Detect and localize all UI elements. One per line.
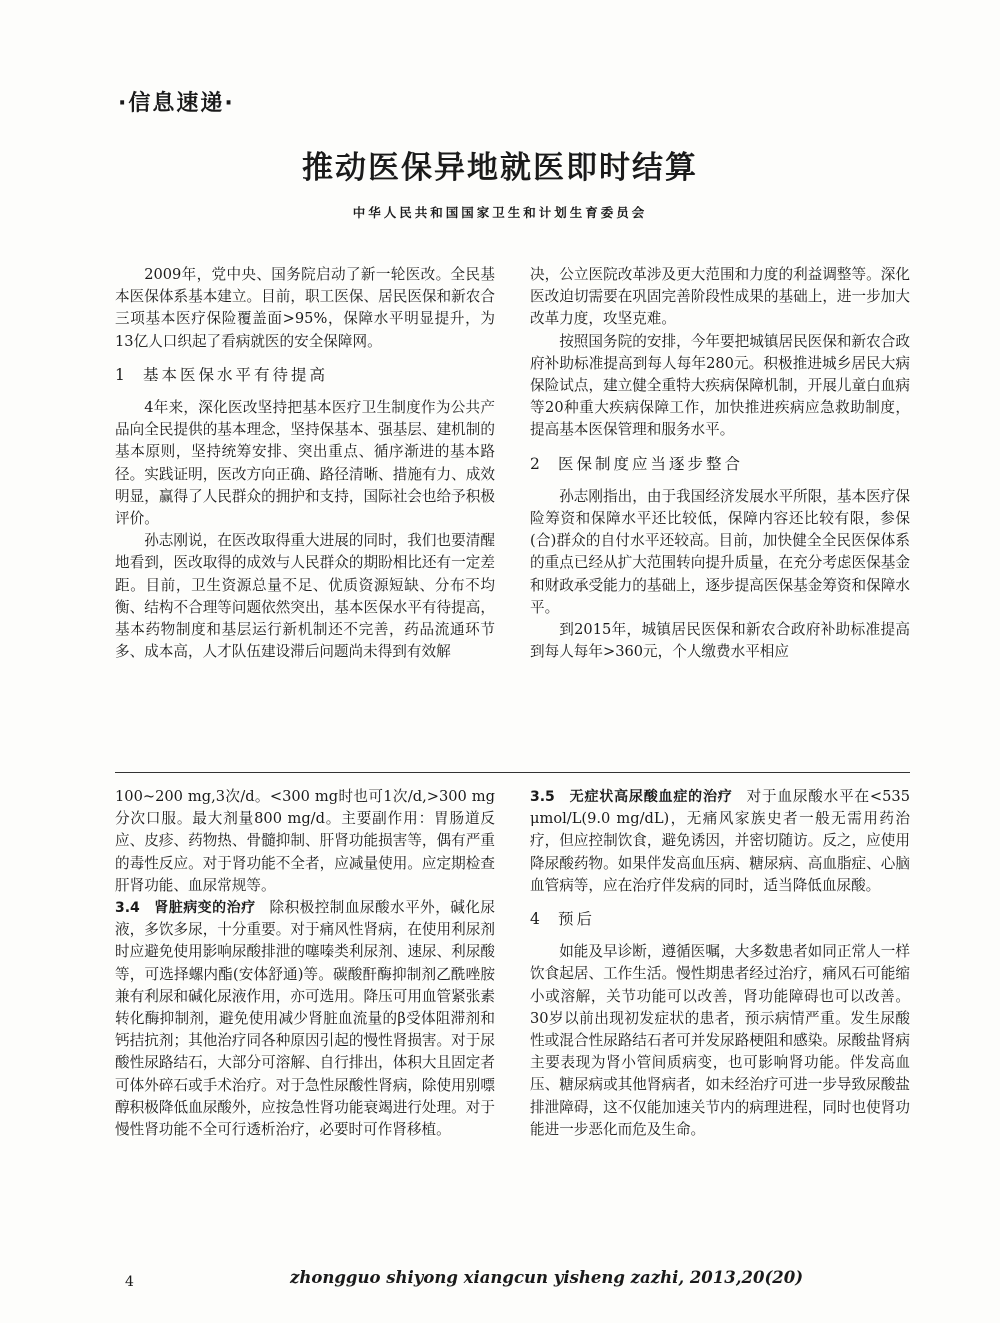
section-heading-4 xyxy=(530,908,910,930)
heading-text: 预后 xyxy=(558,910,596,929)
subsection-number: 3.5 xyxy=(530,789,555,805)
article-author: 中华人民共和国国家卫生和计划生育委员会 xyxy=(352,205,648,220)
bottom-right-column xyxy=(530,786,910,1141)
heading-number: 2 xyxy=(530,454,540,473)
heading-number: 1 xyxy=(115,365,125,384)
top-left-column xyxy=(115,264,495,663)
heading-text: 基本医保水平有待提高 xyxy=(143,365,329,384)
paragraph: 100~200 mg,3次/d。<300 mg时也可1次/d,>300 mg分次口服。最大剂量800 mg/d。主要副作用：胃肠道反应、皮疹、药物热、骨髓抑制、肝肾功能损害等，偶有严重的毒性反应。对于肾功能不全者，应减量使用。应定期检查肝肾功能、血尿常规等。 xyxy=(115,788,495,894)
subsection-text: 除积极控制血尿酸水平外，碱化尿液，多饮多尿，十分重要。对于痛风性肾病，在使用利尿剂时应避免使用影响尿酸排泄的噻嗪类利尿剂、速尿、利尿酸等，可选择螺内酯(安体舒通)等。碳酸酐酶抑制剂乙酰唑胺兼有利尿和碱化尿液作用，亦可选用。降压可用血管紧张素转化酶抑制剂，避免使用减少肾脏血流量的β受体阻滞剂和钙拮抗剂；其他治疗同各种原因引起的慢性肾损害。对于尿酸性尿路结石，大部分可溶解、自行排出，体积大且固定者可体外碎石或手术治疗。对于急性尿酸性肾病，除使用别嘌醇积极降低血尿酸外，应按急性肾功能衰竭进行处理。对于慢性肾功能不全可行透析治疗，必要时可作肾移植。 xyxy=(115,899,495,1139)
bottom-left-column xyxy=(115,786,495,1141)
paragraph: 按照国务院的安排，今年要把城镇居民医保和新农合政府补助标准提高到每人每年280元。积极推进城乡居民大病保险试点，建立健全重特大疾病保障机制，开展儿童白血病等20种重大疾病保障工作，加快推进疾病应急救助制度，提高基本医保管理和服务水平。 xyxy=(530,332,910,439)
section-heading-2 xyxy=(530,453,910,475)
paragraph: 到2015年，城镇居民医保和新农合政府补助标准提高到每人每年>360元，个人缴费水平相应 xyxy=(530,621,910,661)
heading-text: 医保制度应当逐步整合 xyxy=(558,454,744,473)
heading-number: 4 xyxy=(530,910,540,929)
paragraph: 如能及早诊断，遵循医嘱，大多数患者如同正常人一样饮食起居、工作生活。慢性期患者经过治疗，痛风石可能缩小或溶解，关节功能可以改善，肾功能障碍也可以改善。30岁以前出现初发症状的患者，预示病情严重。发生尿酸性或混合性尿路结石者可并发尿路梗阻和感染。尿酸盐肾病主要表现为肾小管间质病变，也可影响肾功能。伴发高血压、糖尿病或其他肾病者，如未经治疗可进一步导致尿酸盐排泄障碍，这不仅能加速关节内的病理进程，同时也使肾功能进一步恶化而危及生命。 xyxy=(530,943,910,1138)
subsection-paragraph xyxy=(530,786,910,897)
subsection-number: 3.4 xyxy=(115,900,140,917)
subsection-title: 无症状高尿酸血症的治疗 xyxy=(568,789,733,805)
subsection-title: 肾脏病变的治疗 xyxy=(153,900,256,917)
top-right-column xyxy=(530,264,910,663)
journal-citation: zhongguo shiyong xiangcun yisheng zazhi, 2013,20(20) xyxy=(290,1268,804,1287)
subsection-text: 对于血尿酸水平在<535 μmol/L(9.0 mg/dL)，无痛风家族史者一般无需用药治疗，但应控制饮食，避免诱因，并密切随访。反之，应使用降尿酸药物。如果伴发高血压病、糖尿病、高血脂症、心脑血管病等，应在治疗伴发病的同时，适当降低血尿酸。 xyxy=(530,788,910,894)
paragraph: 决，公立医院改革涉及更大范围和力度的利益调整等。深化医改迫切需要在巩固完善阶段性成果的基础上，进一步加大改革力度，攻坚克难。 xyxy=(530,266,910,328)
paragraph: 孙志刚指出，由于我国经济发展水平所限，基本医疗保险筹资和保障水平还比较低，保障内容还比较有限，参保(合)群众的自付水平还较高。目前，加快健全全民医保体系的重点已经从扩大范围转向提升质量，在充分考虑医保基金和财政承受能力的基础上，逐步提高医保基金筹资和保障水平。 xyxy=(530,487,910,616)
section-divider xyxy=(115,772,910,773)
subsection-paragraph xyxy=(115,897,495,1141)
article-title: 推动医保异地就医即时结算 xyxy=(302,150,698,186)
section-tag: ·信息速递· xyxy=(118,91,235,116)
paragraph: 4年来，深化医改坚持把基本医疗卫生制度作为公共产品向全民提供的基本理念，坚持保基本、强基层、建机制的基本原则，坚持统筹安排、突出重点、循序渐进的基本路径。实践证明，医改方向正确、路径清晰、措施有力、成效明显，赢得了人民群众的拥护和支持，国际社会也给予积极评价。 xyxy=(115,399,495,528)
paragraph: 2009年，党中央、国务院启动了新一轮医改。全民基本医保体系基本建立。目前，职工医保、居民医保和新农合三项基本医疗保险覆盖面>95%，保障水平明显提升，为13亿人口织起了看病就医的安全保障网。 xyxy=(115,266,495,350)
section-heading-1 xyxy=(115,364,495,386)
page-number: 4 xyxy=(125,1274,134,1290)
paragraph: 孙志刚说，在医改取得重大进展的同时，我们也要清醒地看到，医改取得的成效与人民群众的期盼相比还有一定差距。目前，卫生资源总量不足、优质资源短缺、分布不均衡、结构不合理等问题依然突出，基本医保水平有待提高，基本药物制度和基层运行新机制还不完善，药品流通环节多、成本高，人才队伍建设滞后问题尚未得到有效解 xyxy=(115,532,495,661)
